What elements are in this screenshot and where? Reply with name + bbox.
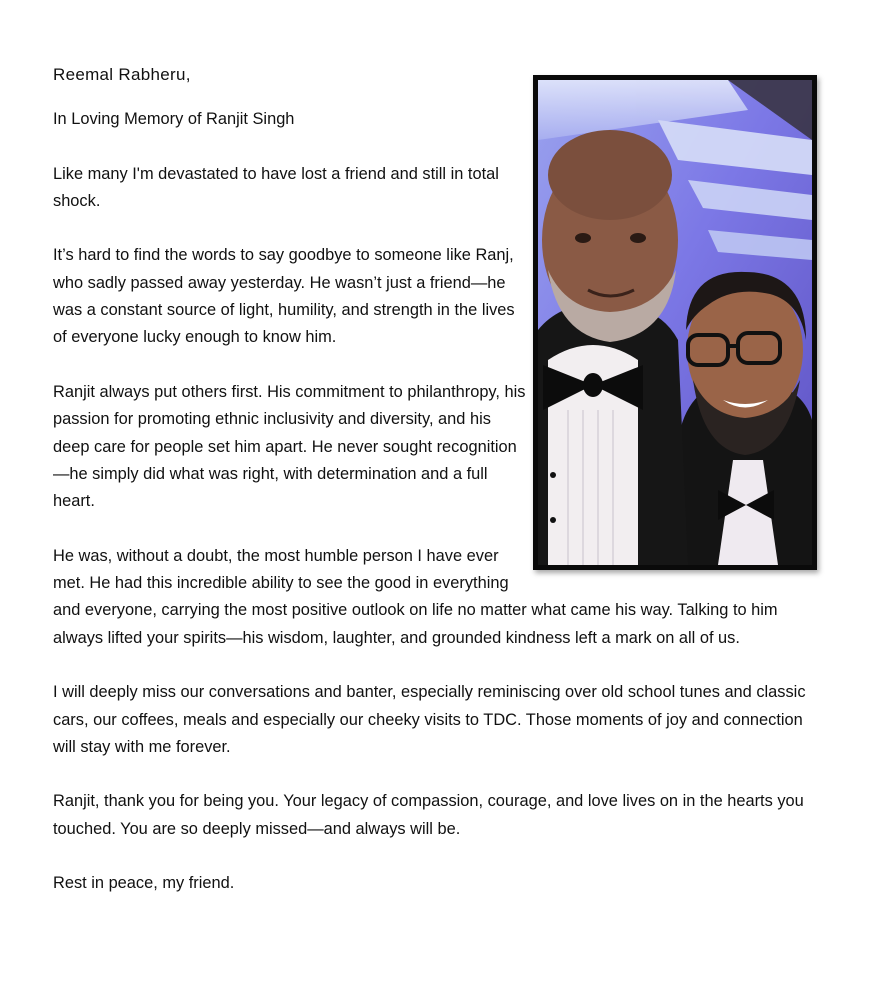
paragraph-7: Rest in peace, my friend. bbox=[53, 874, 235, 893]
letter-body bbox=[53, 106, 813, 925]
paragraph-5: I will deeply miss our conversations and banter, especially reminiscing over old school tunes and classic cars, our coffees, meals and especially our cheeky visits to TDC. Those moments of joy and connection will stay with me forever. bbox=[53, 683, 806, 756]
paragraph-4: He was, without a doubt, the most humble person I have ever met. He had this incredible ability to see the good in everything and everyone, carrying the most positive outlook on life no matter what came his way. Talking to him always lifted your spirits—his wisdom, laughter, and grounded kindness left a mark on all of us. bbox=[53, 546, 778, 647]
paragraph-2: It’s hard to find the words to say goodbye to someone like Ranj, who sadly passed away yesterday. He wasn’t just a friend—he was a constant source of light, humility, and strength in the lives of everyone lucky enough to know him. bbox=[53, 246, 515, 347]
selfie-illustration bbox=[538, 80, 812, 565]
paragraph-3: Ranjit always put others first. His commitment to philanthropy, his passion for promoting ethnic inclusivity and diversity, and his deep care for people set him apart. He never sought recognition—he simply did what was right, with determination and a full heart. bbox=[53, 382, 526, 511]
memorial-photo bbox=[533, 75, 817, 570]
letter-author: Reemal Rabheru, bbox=[53, 65, 191, 84]
letter-subtitle: In Loving Memory of Ranjit Singh bbox=[53, 110, 295, 128]
paragraph-1: Like many I'm devastated to have lost a friend and still in total shock. bbox=[53, 164, 499, 210]
paragraph-6: Ranjit, thank you for being you. Your legacy of compassion, courage, and love lives on in the hearts you touched. You are so deeply missed—and always will be. bbox=[53, 792, 804, 838]
